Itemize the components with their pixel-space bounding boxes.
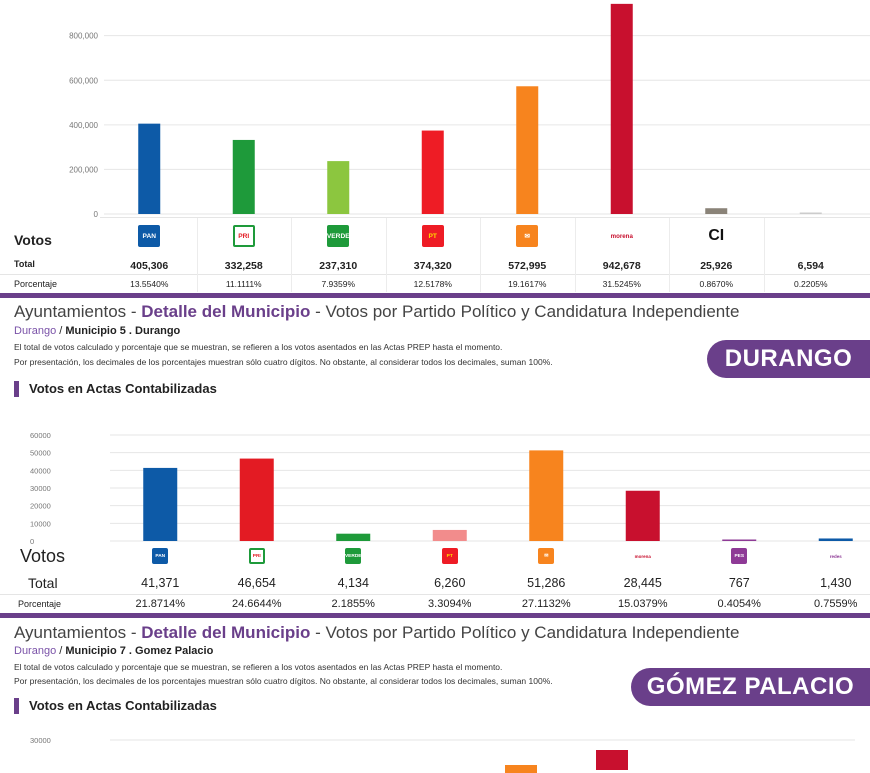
y-tick-label: 800,000 — [69, 31, 98, 41]
durango-badge: DURANGO — [707, 340, 870, 378]
top-chart — [0, 0, 870, 230]
total-value: 767 — [728, 576, 750, 590]
empty-logo — [800, 225, 822, 247]
gomez-chart — [0, 728, 870, 773]
total-value: 332,258 — [224, 260, 263, 272]
section-divider — [0, 293, 870, 298]
ci-logo-icon: CI — [708, 227, 725, 244]
y-tick-label: 30000 — [30, 484, 51, 493]
total-value: 6,594 — [797, 260, 824, 272]
total-value: 46,654 — [237, 576, 276, 590]
percentage-value: 0.4054% — [717, 598, 761, 610]
bar-cropped[interactable] — [596, 750, 628, 770]
bar-pt[interactable] — [422, 131, 444, 214]
y-tick-label: 0 — [30, 537, 35, 545]
mc-logo-icon: ✉ — [516, 225, 538, 247]
verde-logo-icon: VERDE — [345, 548, 361, 564]
gomez-breadcrumb: Durango / Municipio 7 . Gomez Palacio — [14, 645, 214, 657]
gomez-note-2: Por presentación, los decimales de los porcentajes muestran sólo cuatro dígitos. No obstante, al considerar todos los decimales, suman 100%. — [14, 676, 553, 686]
bar-morena[interactable] — [611, 4, 633, 214]
bar-pt[interactable] — [433, 530, 467, 541]
y-tick-label: 200,000 — [69, 165, 98, 175]
breadcrumb-link-durango[interactable]: Durango — [14, 325, 57, 337]
bar-pri[interactable] — [240, 459, 274, 541]
bar-pan[interactable] — [143, 468, 177, 541]
bar-redes[interactable] — [819, 538, 853, 541]
breadcrumb-link-durango[interactable]: Durango — [14, 645, 57, 657]
top-votos-label: Votos — [14, 232, 52, 248]
y-tick-label: 20000 — [30, 501, 51, 511]
verde-logo-icon: VERDE — [327, 225, 349, 247]
total-value: 25,926 — [700, 260, 733, 272]
durango-note-2: Por presentación, los decimales de los porcentajes muestran sólo cuatro dígitos. No obstante, al considerar todos los decimales, suman 100%. — [14, 357, 553, 367]
durango-votos-label: Votos — [20, 546, 66, 566]
y-tick-label: 400,000 — [69, 120, 98, 130]
y-tick-label: 600,000 — [69, 76, 98, 86]
total-value: 405,306 — [130, 260, 169, 272]
top-pct-label: Porcentaje — [14, 279, 58, 289]
percentage-value: 11.1111% — [225, 279, 262, 289]
pan-logo-icon: PAN — [138, 225, 160, 247]
durango-page-title: Ayuntamientos - Detalle del Municipio - Votos por Partido Político y Candidatura Independiente — [14, 302, 740, 321]
percentage-value: 15.0379% — [617, 598, 668, 610]
y-tick-label: 0 — [93, 210, 98, 219]
gomez-note-1: El total de votos calculado y porcentaje que se muestran, se refieren a los votos asentados en las Actas PREP hasta el momento. — [14, 662, 503, 672]
pan-logo-icon: PAN — [152, 548, 168, 564]
durango-total-label: Total — [28, 575, 58, 591]
percentage-value: 2.1855% — [331, 598, 375, 610]
prd-logo-icon: PRI — [233, 225, 255, 247]
percentage-value: 21.8714% — [135, 598, 186, 610]
percentage-value: 24.6644% — [231, 598, 282, 610]
percentage-value: 27.1132% — [521, 598, 571, 610]
percentage-value: 7.9359% — [321, 279, 356, 289]
total-value: 1,430 — [820, 576, 852, 590]
top-total-label: Total — [14, 259, 35, 269]
y-tick-label: 10000 — [30, 519, 51, 529]
pri-logo-icon: PRI — [249, 548, 265, 564]
total-value: 4,134 — [337, 576, 369, 590]
mc-logo-icon: ✉ — [538, 548, 554, 564]
pes-logo-icon: PES — [731, 548, 747, 564]
percentage-value: 0.2205% — [793, 279, 828, 289]
bar-verde[interactable] — [336, 534, 370, 541]
morena-logo-icon: morena — [610, 232, 633, 240]
total-value: 28,445 — [623, 576, 662, 590]
pt-logo-icon: PT — [442, 548, 458, 564]
bar-mc[interactable] — [529, 450, 563, 541]
percentage-value: 12.5178% — [413, 279, 452, 289]
durango-breadcrumb: Durango / Municipio 5 . Durango — [14, 325, 181, 337]
y-tick-label: 60000 — [30, 431, 51, 440]
gomez-subtitle: Votos en Actas Contabilizadas — [14, 698, 217, 714]
y-tick-label: 40000 — [30, 466, 51, 476]
percentage-value: 3.3094% — [428, 598, 472, 610]
total-value: 41,371 — [141, 576, 180, 590]
redes-logo-icon: redes — [829, 553, 842, 559]
pt-logo-icon: PT — [422, 225, 444, 247]
gomez-badge: GÓMEZ PALACIO — [631, 668, 870, 706]
bar-morena[interactable] — [626, 491, 660, 541]
y-tick-label: 50000 — [30, 448, 51, 458]
percentage-value: 0.8670% — [699, 279, 734, 289]
bar-verde[interactable] — [327, 161, 349, 214]
percentage-value: 13.5540% — [130, 279, 169, 289]
percentage-value: 19.1617% — [508, 279, 547, 289]
durango-pct-label: Porcentaje — [18, 599, 62, 609]
durango-note-1: El total de votos calculado y porcentaje que se muestran, se refieren a los votos asentados en las Actas PREP hasta el momento. — [14, 342, 503, 352]
total-value: 51,286 — [527, 576, 566, 590]
bar-pan[interactable] — [138, 124, 160, 214]
bar-prd[interactable] — [233, 140, 255, 214]
bar-ci[interactable] — [705, 208, 727, 214]
bar-other[interactable] — [800, 213, 822, 215]
total-value: 572,995 — [508, 260, 547, 272]
section-divider — [0, 613, 870, 618]
total-value: 237,310 — [319, 260, 358, 272]
percentage-value: 31.5245% — [602, 279, 641, 289]
bar-cropped[interactable] — [505, 765, 537, 773]
gomez-page-title: Ayuntamientos - Detalle del Municipio - Votos por Partido Político y Candidatura Independiente — [14, 623, 740, 642]
total-value: 374,320 — [413, 260, 452, 272]
total-value: 942,678 — [602, 260, 641, 272]
bar-pes[interactable] — [722, 540, 756, 542]
total-value: 6,260 — [434, 576, 466, 590]
durango-chart — [0, 415, 870, 545]
bar-mc[interactable] — [516, 86, 538, 214]
morena-logo-icon: morena — [634, 553, 651, 559]
y-tick-label: 30000 — [30, 736, 51, 745]
percentage-value: 0.7559% — [814, 598, 858, 610]
durango-subtitle: Votos en Actas Contabilizadas — [14, 381, 217, 397]
